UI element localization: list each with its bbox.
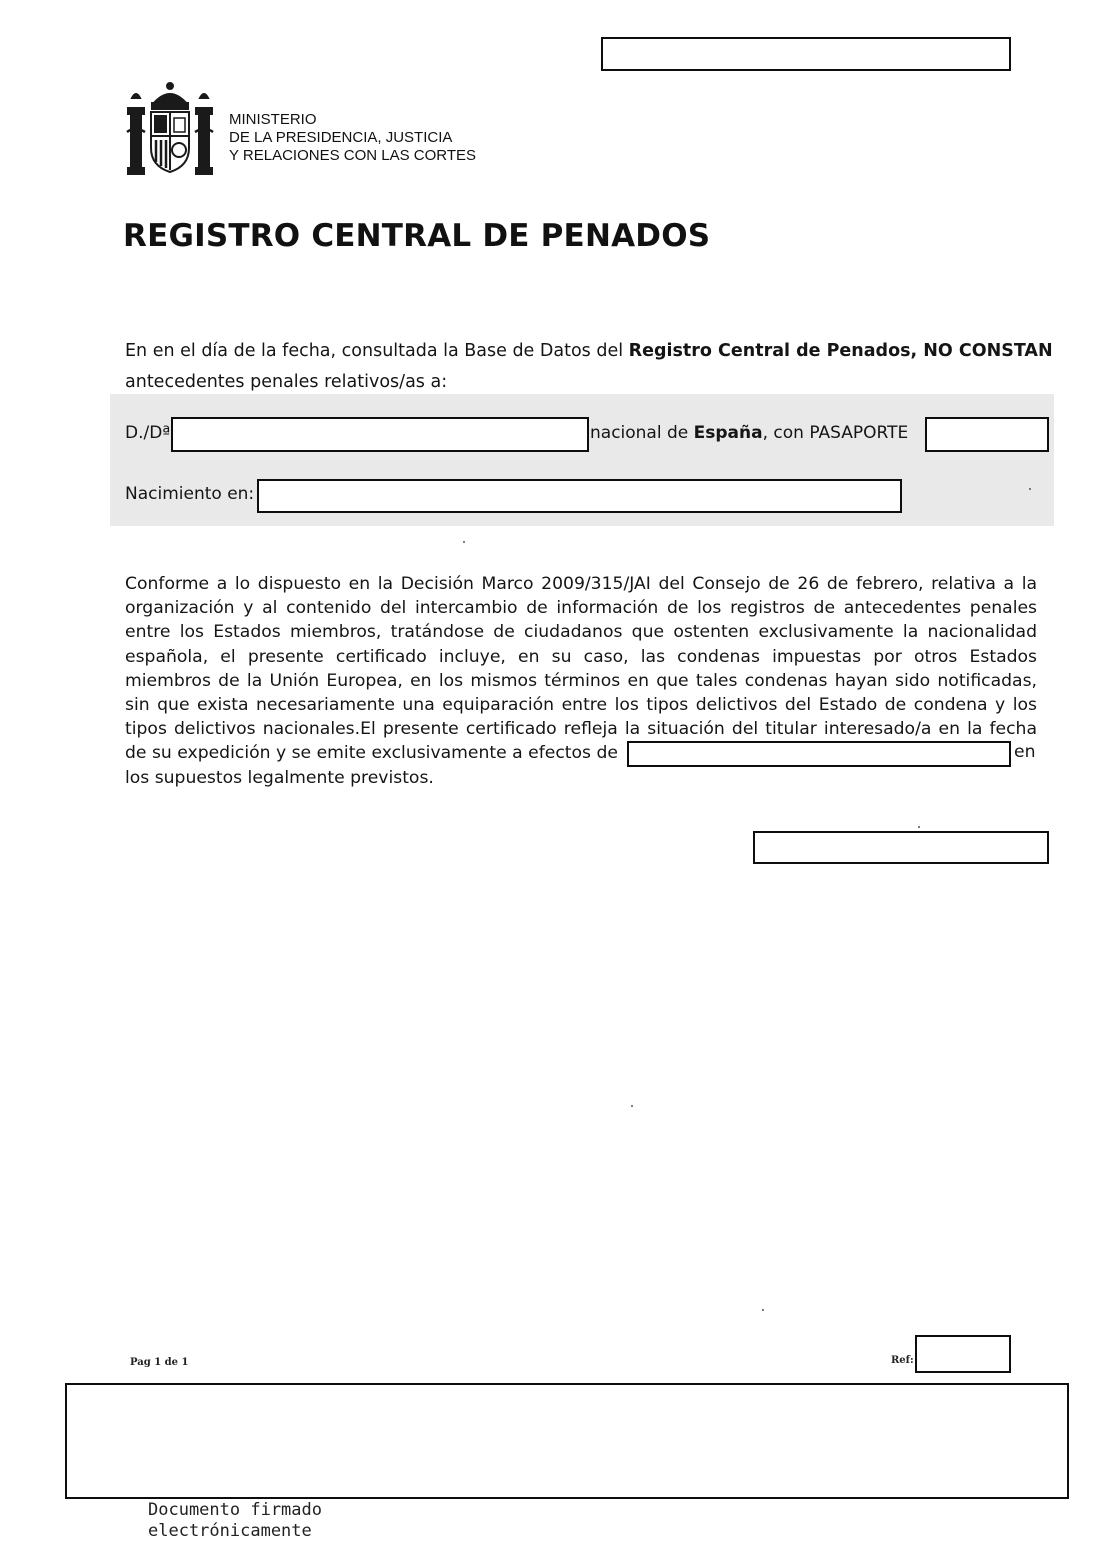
document-title: REGISTRO CENTRAL DE PENADOS	[123, 218, 711, 254]
body-line-purpose-start: de su expedición y se emite exclusivamente a efectos de	[125, 743, 618, 764]
signature-notice	[148, 1500, 322, 1542]
passport-label: , con PASAPORTE	[762, 423, 909, 443]
signature-notice-line-2: electrónicamente	[148, 1521, 312, 1541]
body-line-purpose-end: en	[1014, 742, 1036, 762]
spain-coat-of-arms-icon	[125, 80, 215, 180]
page-number: Pag 1 de 1	[130, 1357, 189, 1368]
ministry-line-1: MINISTERIO	[229, 111, 317, 128]
body-line: española, el presente certificado incluye, en su caso, las condenas impuestas por otros Estados	[125, 646, 1037, 667]
redacted-passport-field	[925, 417, 1049, 452]
redacted-header-field	[601, 37, 1011, 71]
redacted-birth-field	[257, 479, 902, 513]
ministry-line-2: DE LA PRESIDENCIA, JUSTICIA	[229, 129, 453, 146]
intro-text-bold: Registro Central de Penados, NO CONSTAN	[628, 341, 1053, 361]
redacted-purpose-field	[627, 741, 1011, 767]
redacted-verification-block	[65, 1383, 1069, 1499]
intro-line-2: antecedentes penales relativos/as a:	[125, 372, 448, 392]
ministry-line-3: Y RELACIONES CON LAS CORTES	[229, 147, 477, 164]
body-line: organización y al contenido del intercambio de información de los registros de antecedentes penales	[125, 598, 1037, 619]
scan-speck	[1029, 488, 1031, 490]
intro-text: En en el día de la fecha, consultada la Base de Datos del	[125, 341, 629, 361]
body-line: tipos delictivos nacionales.El presente certificado refleja la situación del titular interesado/a en la fecha	[125, 719, 1037, 740]
nationality-label	[590, 423, 908, 443]
body-line-final: los supuestos legalmente previstos.	[125, 767, 434, 788]
scan-speck	[463, 541, 465, 543]
intro-line-1	[125, 336, 1055, 366]
nationality-country: España	[693, 423, 763, 443]
body-line: entre los Estados miembros, tratándose de ciudadanos que ostenten exclusivamente la nacionalidad	[125, 622, 1037, 643]
scan-speck	[631, 1105, 633, 1107]
scan-speck	[918, 826, 920, 828]
ministry-name	[229, 111, 476, 165]
signature-notice-line-1: Documento firmado	[148, 1500, 322, 1520]
body-line: miembros de la Unión Europea, en los mismos términos en que tales condenas hayan sido notificadas,	[125, 670, 1037, 691]
redacted-name-field	[171, 417, 589, 452]
name-label: D./Dª	[125, 423, 171, 443]
scan-speck	[762, 1309, 764, 1311]
ref-label: Ref:	[891, 1355, 914, 1366]
redacted-place-date-field	[753, 831, 1049, 864]
body-line: Conforme a lo dispuesto en la Decisión Marco 2009/315/JAI del Consejo de 26 de febrero, relativa a la	[125, 574, 1037, 594]
nationality-prefix: nacional de	[590, 423, 694, 443]
body-line: sin que exista necesariamente una equiparación entre los tipos delictivos del Estado de condena y los	[125, 694, 1037, 715]
redacted-ref-field	[915, 1335, 1011, 1373]
birth-label: Nacimiento en:	[125, 484, 255, 504]
